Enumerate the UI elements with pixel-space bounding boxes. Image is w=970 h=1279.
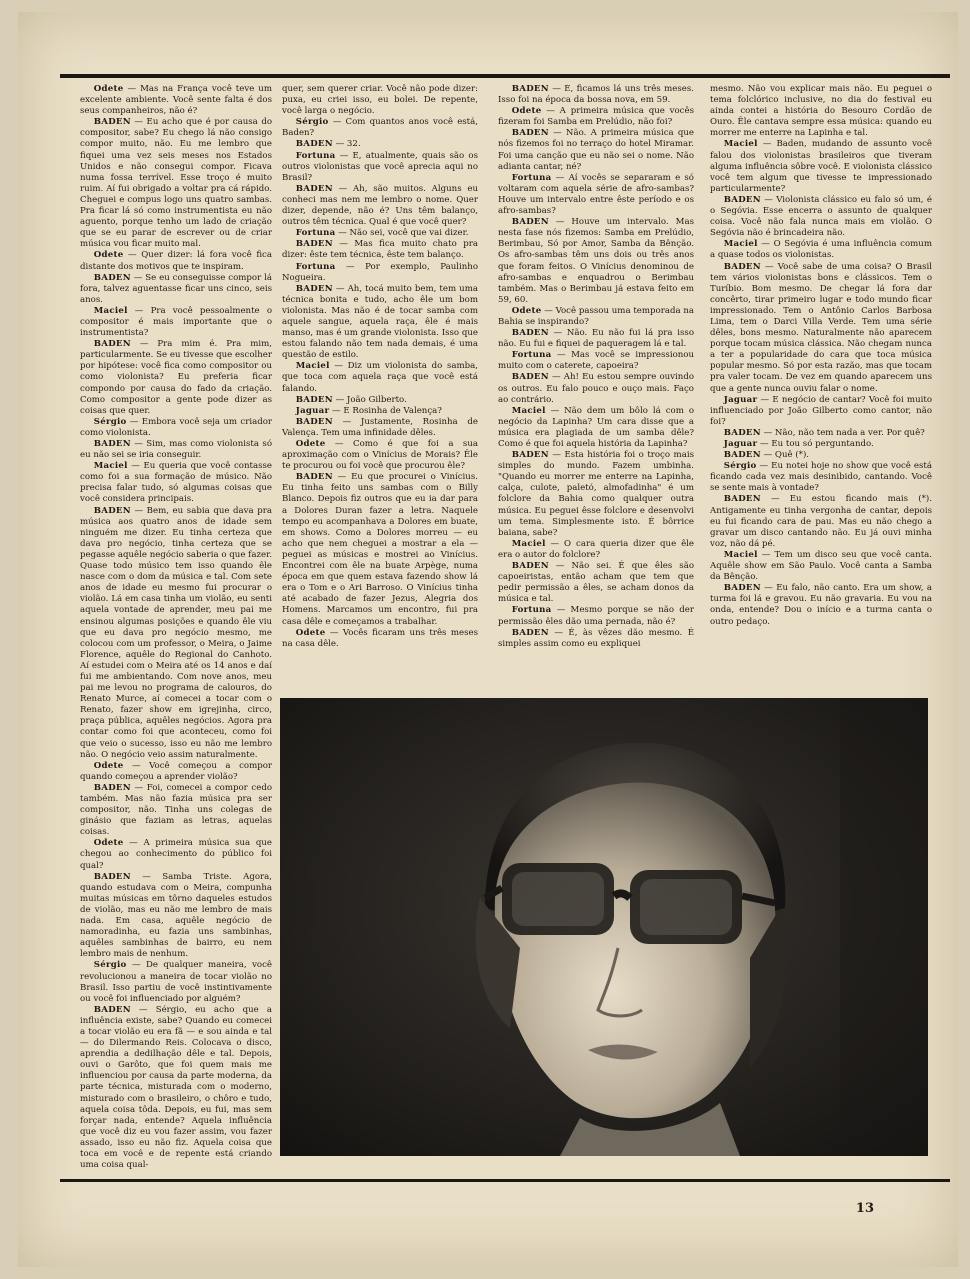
interview-paragraph bbox=[498, 84, 694, 106]
interview-paragraph bbox=[498, 350, 694, 372]
paragraph-text: — Com quantos anos você está, Baden? bbox=[282, 117, 478, 139]
speaker-name: BADEN bbox=[93, 871, 131, 882]
paragraph-text: — Eu falo, não canto. Era um show, a turma foi lá e gravou. Eu não gravaria. Eu vou na onda, entende? Dou o início e a turma canta o outro pedaço. bbox=[710, 583, 932, 627]
speaker-name: BADEN bbox=[295, 239, 333, 250]
interview-paragraph bbox=[80, 872, 272, 961]
speaker-name: Fortuna bbox=[295, 228, 336, 239]
paragraph-text: — Não sei, você que vai dizer. bbox=[335, 228, 469, 239]
speaker-name: BADEN bbox=[295, 283, 333, 294]
interview-paragraph bbox=[80, 439, 272, 461]
speaker-name: BADEN bbox=[93, 272, 131, 283]
speaker-name: Maciel bbox=[295, 361, 330, 372]
interview-paragraph bbox=[498, 306, 694, 328]
speaker-name: BADEN bbox=[93, 1004, 131, 1015]
speaker-name: Odete bbox=[295, 439, 326, 449]
speaker-name: Jaguar bbox=[723, 439, 758, 449]
speaker-name: BADEN bbox=[511, 328, 549, 339]
interview-paragraph bbox=[498, 628, 694, 650]
interview-paragraph bbox=[710, 195, 932, 239]
speaker-name: Odete bbox=[511, 305, 542, 316]
interview-paragraph bbox=[710, 428, 932, 439]
paragraph-text: — Esta história foi o troço mais simples do mundo. Fazem umbinha. "Quando eu morrer me enterre na Lapinha, calça, culote, paletó, almofadinha" é um folclore da Bahia como qualquer outra música. Eu peguei êsse folclore e desenvolvi um tema. Simplesmente isto. É bôrrice baiana, sabe? bbox=[498, 450, 694, 538]
interview-paragraph bbox=[498, 128, 694, 172]
speaker-name: Sérgio bbox=[93, 960, 127, 971]
interview-paragraph bbox=[80, 1005, 272, 1171]
speaker-name: Odete bbox=[93, 250, 124, 261]
paragraph-text: — Eu estou ficando mais (*). Antigamente eu tinha vergonha de cantar, depois eu fui ficando cara de pau. Mas eu não chego a gravar um disco cantando não. Eu já ouvi minha voz, não dá pé. bbox=[710, 494, 932, 549]
paragraph-text: — Ah, são muitos. Alguns eu conheci mas nem me lembro o nome. Quer dizer, depende, não é? Uns têm balanço, outros têm técnica. Qual é que você quer? bbox=[282, 183, 478, 228]
interview-paragraph bbox=[282, 117, 478, 139]
speaker-name: BADEN bbox=[723, 450, 761, 461]
speaker-name: Fortuna bbox=[511, 172, 552, 183]
interview-paragraph bbox=[710, 395, 932, 428]
speaker-name: Maciel bbox=[723, 549, 758, 560]
interview-paragraph bbox=[710, 139, 932, 194]
speaker-name: BADEN bbox=[723, 494, 761, 505]
speaker-name: BADEN bbox=[295, 394, 333, 405]
paragraph-text: — Você começou a compor quando começou a aprender violão? bbox=[80, 760, 272, 782]
interview-paragraph bbox=[498, 450, 694, 539]
interview-paragraph bbox=[498, 561, 694, 605]
speaker-name: Maciel bbox=[723, 139, 758, 150]
interview-paragraph bbox=[80, 273, 272, 306]
paragraph-text: — Não sei. É que êles são capoeiristas, então acham que tem que pedir permissão a êles, se acham donos da música e tal. bbox=[498, 561, 694, 605]
interview-paragraph bbox=[282, 628, 478, 650]
speaker-name: Fortuna bbox=[295, 261, 336, 272]
paragraph-text: — Você passou uma temporada na Bahia se inspirando? bbox=[498, 305, 694, 327]
speaker-name: BADEN bbox=[93, 505, 131, 516]
speaker-name: Odete bbox=[511, 106, 542, 117]
interview-column-4 bbox=[710, 84, 932, 694]
speaker-name: Jaguar bbox=[723, 394, 758, 405]
paragraph-text: — Mesmo porque se não der permissão êles dão uma pernada, não é? bbox=[498, 605, 694, 627]
paragraph-text: — Embora você seja um criador como violonista. bbox=[80, 416, 272, 438]
speaker-name: Sérgio bbox=[295, 117, 329, 128]
paragraph-text: — Ah, tocá muito bem, tem uma técnica bonita e tudo, acho êle um bom violonista. Mas não é de tocar samba com aquele sangue, aquela raça, êle é mais manso, mas é um grande violonista. Isso que estou falando não tem nada demais, é uma questão de estilo. bbox=[282, 283, 478, 361]
interview-paragraph bbox=[282, 239, 478, 261]
paragraph-text: — Sérgio, eu acho que a influência existe, sabe? Quando eu comecei a tocar violão eu era fã — e sou ainda e tal — do Dilermando Reis. Colocava o disco, aprendia a dedilhação dêle e tal. Depois, ouvi o Garôto, que foi quem mais me influenciou por causa da parte moderna, da parte técnica, misturada com o moderno, misturado com o brasileiro, o chôro e tudo, aquela coisa tôda. Depois, eu fui, mas sem forçar nada, entende? Aquela influência que você diz eu vou fazer assim, vou fazer assado, isso eu não fiz. Aquela coisa que toca em você e de repente está criando uma coisa qual- bbox=[80, 1004, 272, 1171]
paragraph-text: — Aí vocês se separaram e só voltaram com aquela série de afro-sambas? Houve um intervalo entre êste período e os afro-sambas? bbox=[498, 172, 694, 217]
speaker-name: BADEN bbox=[511, 627, 549, 638]
interview-paragraph bbox=[710, 239, 932, 261]
interview-paragraph bbox=[710, 494, 932, 549]
speaker-name: BADEN bbox=[723, 194, 761, 205]
page-number: 13 bbox=[855, 1201, 874, 1216]
interview-paragraph bbox=[282, 395, 478, 406]
interview-paragraph bbox=[282, 439, 478, 472]
interview-paragraph bbox=[282, 151, 478, 184]
paragraph-text: — Eu notei hoje no show que você está ficando cada vez mais desinibido, cantando. Você se sente mais à vontade? bbox=[710, 461, 932, 494]
paragraph-text: — Eu tou só perguntando. bbox=[757, 439, 874, 449]
paragraph-text: — Baden, mudando de assunto você falou dos violonistas brasileiros que tiveram alguma influência sôbre você. E violonista clássico você tem algum que tivesse te impressionado particularmente? bbox=[710, 139, 932, 194]
paragraph-text: — Mas na França você teve um excelente ambiente. Você sente falta é dos seus companheiros, não é? bbox=[80, 84, 272, 117]
paragraph-text: — Não. Eu não fui lá pra isso não. Eu fui e fiquei de paqueragem lá e tal. bbox=[498, 328, 694, 350]
paragraph-text: — É, às vêzes dão mesmo. É simples assim como eu expliquei bbox=[498, 627, 694, 649]
portrait-illustration bbox=[280, 698, 928, 1156]
paragraph-text: — Eu que procurei o Vinícius. Eu tinha feito uns sambas com o Billy Blanco. Depois fiz outros que eu ia dar para a Dolores Duran fazer a letra. Naquele tempo eu acompanhava a Dolores em buate, em shows. Como a Dolores morreu — eu acho que nem cheguei a mostrar a ela — peguei as músicas e mostrei ao Vinícius. Encontrei com êle na buate Arpège, numa época em que quem estava fazendo show lá era o Tom e o Ari Barroso. O Vinícius tinha até acabado de fazer Jezus, Alegria dos Homens. Marcamos um encontro, fui pra casa dêle e começamos a trabalhar. bbox=[282, 472, 478, 627]
paragraph-text: — O Segóvia é uma influência comum a quase todos os violonistas. bbox=[710, 239, 932, 261]
speaker-name: BADEN bbox=[295, 183, 333, 194]
speaker-name: Sérgio bbox=[93, 416, 127, 427]
interview-paragraph bbox=[80, 306, 272, 339]
interview-paragraph bbox=[282, 406, 478, 417]
paragraph-text: — A primeira música sua que chegou ao conhecimento do público foi qual? bbox=[80, 838, 272, 871]
paragraph-text: — Pra mim é. Pra mim, particularmente. Se eu tivesse que escolher por hipótese: você fica como compositor ou como violonista? Eu preferia ficar compondo por causa do fado da criação. Como compositor a gente pode dizer as coisas que quer. bbox=[80, 339, 272, 416]
interview-paragraph bbox=[710, 262, 932, 395]
interview-paragraph bbox=[498, 372, 694, 405]
interview-paragraph bbox=[282, 361, 478, 394]
paragraph-text: — João Gilberto. bbox=[332, 394, 407, 405]
interview-paragraph bbox=[710, 439, 932, 450]
magazine-page bbox=[18, 12, 958, 1267]
paragraph-text: quer, sem querer criar. Você não pode dizer: puxa, eu criei isso, eu bolei. De repente, você larga o negócio. bbox=[282, 84, 478, 117]
interview-column-2 bbox=[282, 84, 478, 694]
paragraph-text: — Tem um disco seu que você canta. Aquêle show em São Paulo. Você canta a Samba da Bênção. bbox=[710, 549, 932, 583]
interview-paragraph bbox=[80, 783, 272, 838]
interview-paragraph bbox=[80, 339, 272, 417]
speaker-name: BADEN bbox=[295, 472, 333, 483]
speaker-name: BADEN bbox=[93, 439, 131, 449]
interview-paragraph bbox=[282, 284, 478, 362]
paragraph-text: — Foi, comecei a compor cedo também. Mas não fazia música pra ser compositor, não. Tinha uns colegas de ginásio que faziam as letras, aquelas coisas. bbox=[80, 782, 272, 838]
paragraph-text: — E Rosinha de Valença? bbox=[329, 405, 442, 416]
paragraph-text: — Mas fica muito chato pra dizer: êste tem técnica, êste tem balanço. bbox=[282, 239, 478, 261]
interview-paragraph bbox=[80, 461, 272, 505]
interview-paragraph bbox=[282, 262, 478, 284]
paragraph-text: — O cara queria dizer que êle era o autor do folclore? bbox=[498, 538, 694, 560]
speaker-name: BADEN bbox=[93, 782, 131, 793]
paragraph-text: — Mas você se impressionou muito com o caterete, capoeira? bbox=[498, 350, 694, 372]
interview-paragraph bbox=[710, 450, 932, 461]
paragraph-text: — Diz um violonista do samba, que toca com aquela raça que você está falando. bbox=[282, 361, 478, 394]
speaker-name: Fortuna bbox=[295, 150, 336, 161]
speaker-name: Maciel bbox=[723, 239, 758, 250]
paragraph-text: — Não. A primeira música que nós fizemos foi no terraço do hotel Miramar. Foi uma canção que eu não sei o nome. Não adianta cantar, né? bbox=[498, 128, 694, 172]
speaker-name: BADEN bbox=[295, 416, 333, 427]
interview-paragraph bbox=[498, 539, 694, 561]
interview-paragraph bbox=[282, 84, 478, 117]
speaker-name: BADEN bbox=[511, 561, 549, 572]
paragraph-text: — Bem, eu sabia que dava pra música aos quatro anos de idade sem ninguém me dizer. Eu tinha certeza que dava pro negócio, tinha certeza que se pegasse aquêle negócio saberia o que fazer. Quase todo músico tem isso quando êle nasce com o dom da música e tal. Com sete anos de idade eu mesmo fui procurar o violão. Lá em casa tinha um violão, eu senti aquela vontade de aprender, meu pai me ensinou algumas posições e quando êle viu que eu dava pro negócio mesmo, me colocou com um professor, o Meira, o Jaime Florence, aquêle do Regional do Canhoto. Aí estudei com o Meira até os 14 anos e daí fui me ambientando. Com nove anos, meu pai me levou no programa de calouros, do Renato Murce, aí comecei a tocar com o Renato, fazer show em igrejinha, circo, praça pública, aquêles negócios. Agora pra contar como foi que aconteceu, como foi que veio o sucesso, isso eu não me lembro não. O negócio veio assim naturalmente. bbox=[80, 505, 272, 760]
interview-paragraph bbox=[80, 838, 272, 871]
interview-paragraph bbox=[80, 417, 272, 439]
speaker-name: BADEN bbox=[723, 261, 761, 272]
speaker-name: BADEN bbox=[295, 139, 333, 150]
paragraph-text: — Eu queria que você contasse como foi a sua formação de músico. Não precisa falar tudo, só algumas coisas que você considera principais. bbox=[80, 461, 272, 505]
speaker-name: Jaguar bbox=[295, 405, 330, 416]
interview-paragraph bbox=[80, 250, 272, 272]
interview-paragraph bbox=[498, 106, 694, 128]
paragraph-text: — Houve um intervalo. Mas nesta fase nós fizemos: Samba em Prelúdio, Berimbau, Só por Amor, Samba da Bênção. Os afro-sambas têm uns dois ou três anos que foram feitos. O Vinícius denominou de afro-sambas e enquadrou o Berimbau também. Mas o Berimbau já estava feito em 59, 60. bbox=[498, 217, 694, 305]
interview-paragraph bbox=[498, 328, 694, 350]
paragraph-text: — Não, não tem nada a ver. Por quê? bbox=[760, 427, 925, 438]
bottom-rule bbox=[60, 1179, 950, 1182]
interview-column-1 bbox=[80, 84, 272, 1176]
speaker-name: Fortuna bbox=[511, 350, 552, 361]
interview-paragraph bbox=[282, 139, 478, 150]
speaker-name: Odete bbox=[93, 84, 124, 94]
paragraph-text: — Não dem um bôlo lá com o negócio da Lapinha? Um cara disse que a música era plagiada de um samba dêle? Como é que foi aquela história da Lapinha? bbox=[498, 405, 694, 449]
speaker-name: BADEN bbox=[511, 450, 549, 461]
paragraph-text: — Vocês ficaram uns três meses na casa dêle. bbox=[282, 627, 478, 649]
speaker-name: BADEN bbox=[511, 217, 549, 228]
paragraph-text: mesmo. Não vou explicar mais não. Eu peguei o tema folclórico inclusive, no dia do festival eu ainda contei a história do Besouro Cordão de Ouro. Êle cantava sempre essa música: quando eu morrer me enterre na Lapinha e tal. bbox=[710, 84, 932, 139]
speaker-name: Maciel bbox=[511, 405, 546, 416]
interview-paragraph bbox=[710, 550, 932, 583]
interview-paragraph bbox=[498, 217, 694, 306]
speaker-name: Odete bbox=[93, 838, 124, 849]
paragraph-text: — Pra você pessoalmente o compositor é mais importante que o instrumentista? bbox=[80, 305, 272, 339]
interview-paragraph bbox=[498, 605, 694, 627]
paragraph-text: — 32. bbox=[332, 139, 361, 150]
speaker-name: Sérgio bbox=[723, 461, 757, 472]
speaker-name: BADEN bbox=[723, 427, 761, 438]
speaker-name: Odete bbox=[295, 627, 326, 638]
speaker-name: Maciel bbox=[511, 538, 546, 549]
interview-paragraph bbox=[80, 84, 272, 117]
paragraph-text: — Sim, mas como violonista só eu não sei se iria conseguir. bbox=[80, 439, 272, 461]
interview-paragraph bbox=[282, 184, 478, 228]
speaker-name: Fortuna bbox=[511, 605, 552, 616]
portrait-photo bbox=[280, 698, 928, 1156]
speaker-name: BADEN bbox=[93, 339, 131, 350]
interview-paragraph bbox=[282, 417, 478, 439]
paragraph-text: — Samba Triste. Agora, quando estudava com o Meira, compunha muitas músicas em tôrno daqueles estudos de violão, mas eu não me lembro de mais nada. Em casa, aquêle negócio de namoradinha, eu fazia uns sambinhas, aquêles sambinhas de bairro, eu nem lembro mais de nenhum. bbox=[80, 871, 272, 960]
paragraph-text: — Quê (*). bbox=[760, 450, 810, 461]
paragraph-text: — Quer dizer: lá fora você fica distante dos motivos que te inspiram. bbox=[80, 250, 272, 272]
interview-paragraph bbox=[80, 506, 272, 761]
speaker-name: Maciel bbox=[93, 305, 128, 316]
paragraph-text: — Justamente, Rosinha de Valença. Tem uma infinidade dêles. bbox=[282, 416, 478, 438]
paragraph-text: — Se eu conseguisse compor lá fora, talvez aguentasse ficar uns cinco, seis anos. bbox=[80, 272, 272, 305]
paragraph-text: — Violonista clássico eu falo só um, é o Segóvia. Esse encerra o assunto de qualquer coisa. Você não fala nunca mais em violão. O Segóvia não é brincadeira não. bbox=[710, 194, 932, 239]
speaker-name: Odete bbox=[93, 760, 124, 771]
paragraph-text: — E negócio de cantar? Você foi muito influenciado por João Gilberto como cantor, não foi? bbox=[710, 394, 932, 427]
speaker-name: BADEN bbox=[511, 372, 549, 383]
paragraph-text: — É, ficamos lá uns três meses. Isso foi na época da bossa nova, em 59. bbox=[498, 84, 694, 106]
interview-paragraph bbox=[80, 761, 272, 783]
paragraph-text: — Como é que foi a sua aproximação com o Vinícius de Morais? Êle te procurou ou foi você que procurou êle? bbox=[282, 439, 478, 472]
interview-paragraph bbox=[710, 461, 932, 494]
interview-paragraph bbox=[710, 84, 932, 139]
paragraph-text: — Ah! Eu estou sempre ouvindo os outros. Eu falo pouco e ouço mais. Faço ao contrário. bbox=[498, 372, 694, 405]
paragraph-text: — A primeira música que vocês fizeram foi Samba em Prelúdio, não foi? bbox=[498, 106, 694, 128]
top-rule bbox=[60, 74, 950, 78]
paragraph-text: — Eu acho que é por causa do compositor, sabe? Eu chego lá não consigo compor muito, não. Eu me lembro que fiquei uma vez seis meses nos Estados Unidos e não consegui compor. Ficava numa fossa terrível. Esse troço é muito ruim. Aí fui obrigado a voltar pra cá rápido. Cheguei e compus logo uns quatro sambas. Pra ficar lá só como instrumentista eu não aguento, porque tenho um lado de criação que se eu parar de escrever ou de criar música vou ficar muito mal. bbox=[80, 117, 272, 250]
paragraph-text: — Você sabe de uma coisa? O Brasil tem vários violonistas bons e clássicos. Tem o Turíbio. Bom mesmo. De chegar lá fora dar concêrto, tirar primeiro lugar e todo mundo ficar impressionado. Tem o Antônio Carlos Barbosa Lima, tem o Darci Villa Verde. Tem uma série dêles, bons mesmo. Naturalmente não aparecem porque tocam música clássica. Não chegam nunca a ter a popularidade do cara que toca música popular mesmo. Só por esta razão, mas que tocam pra valer tocam. De vez em quando aparecem uns que a gente nunca ouviu falar o nome. bbox=[710, 261, 932, 394]
paragraph-text: — Por exemplo, Paulinho Nogueira. bbox=[282, 261, 478, 283]
interview-column-3 bbox=[498, 84, 694, 694]
speaker-name: BADEN bbox=[723, 583, 761, 594]
speaker-name: BADEN bbox=[511, 128, 549, 139]
interview-paragraph bbox=[282, 472, 478, 627]
interview-paragraph bbox=[80, 960, 272, 1004]
interview-paragraph bbox=[710, 583, 932, 627]
interview-paragraph bbox=[498, 173, 694, 217]
interview-paragraph bbox=[498, 406, 694, 450]
speaker-name: Maciel bbox=[93, 461, 128, 472]
interview-paragraph bbox=[282, 228, 478, 239]
speaker-name: BADEN bbox=[93, 117, 131, 128]
speaker-name: BADEN bbox=[511, 84, 549, 94]
interview-paragraph bbox=[80, 117, 272, 250]
paragraph-text: — De qualquer maneira, você revolucionou a maneira de tocar violão no Brasil. Isso partiu de você instintivamente ou você foi influenciado por alguém? bbox=[80, 960, 272, 1004]
paragraph-text: — E, atualmente, quais são os outros violonistas que você aprecia aqui no Brasil? bbox=[282, 150, 478, 183]
